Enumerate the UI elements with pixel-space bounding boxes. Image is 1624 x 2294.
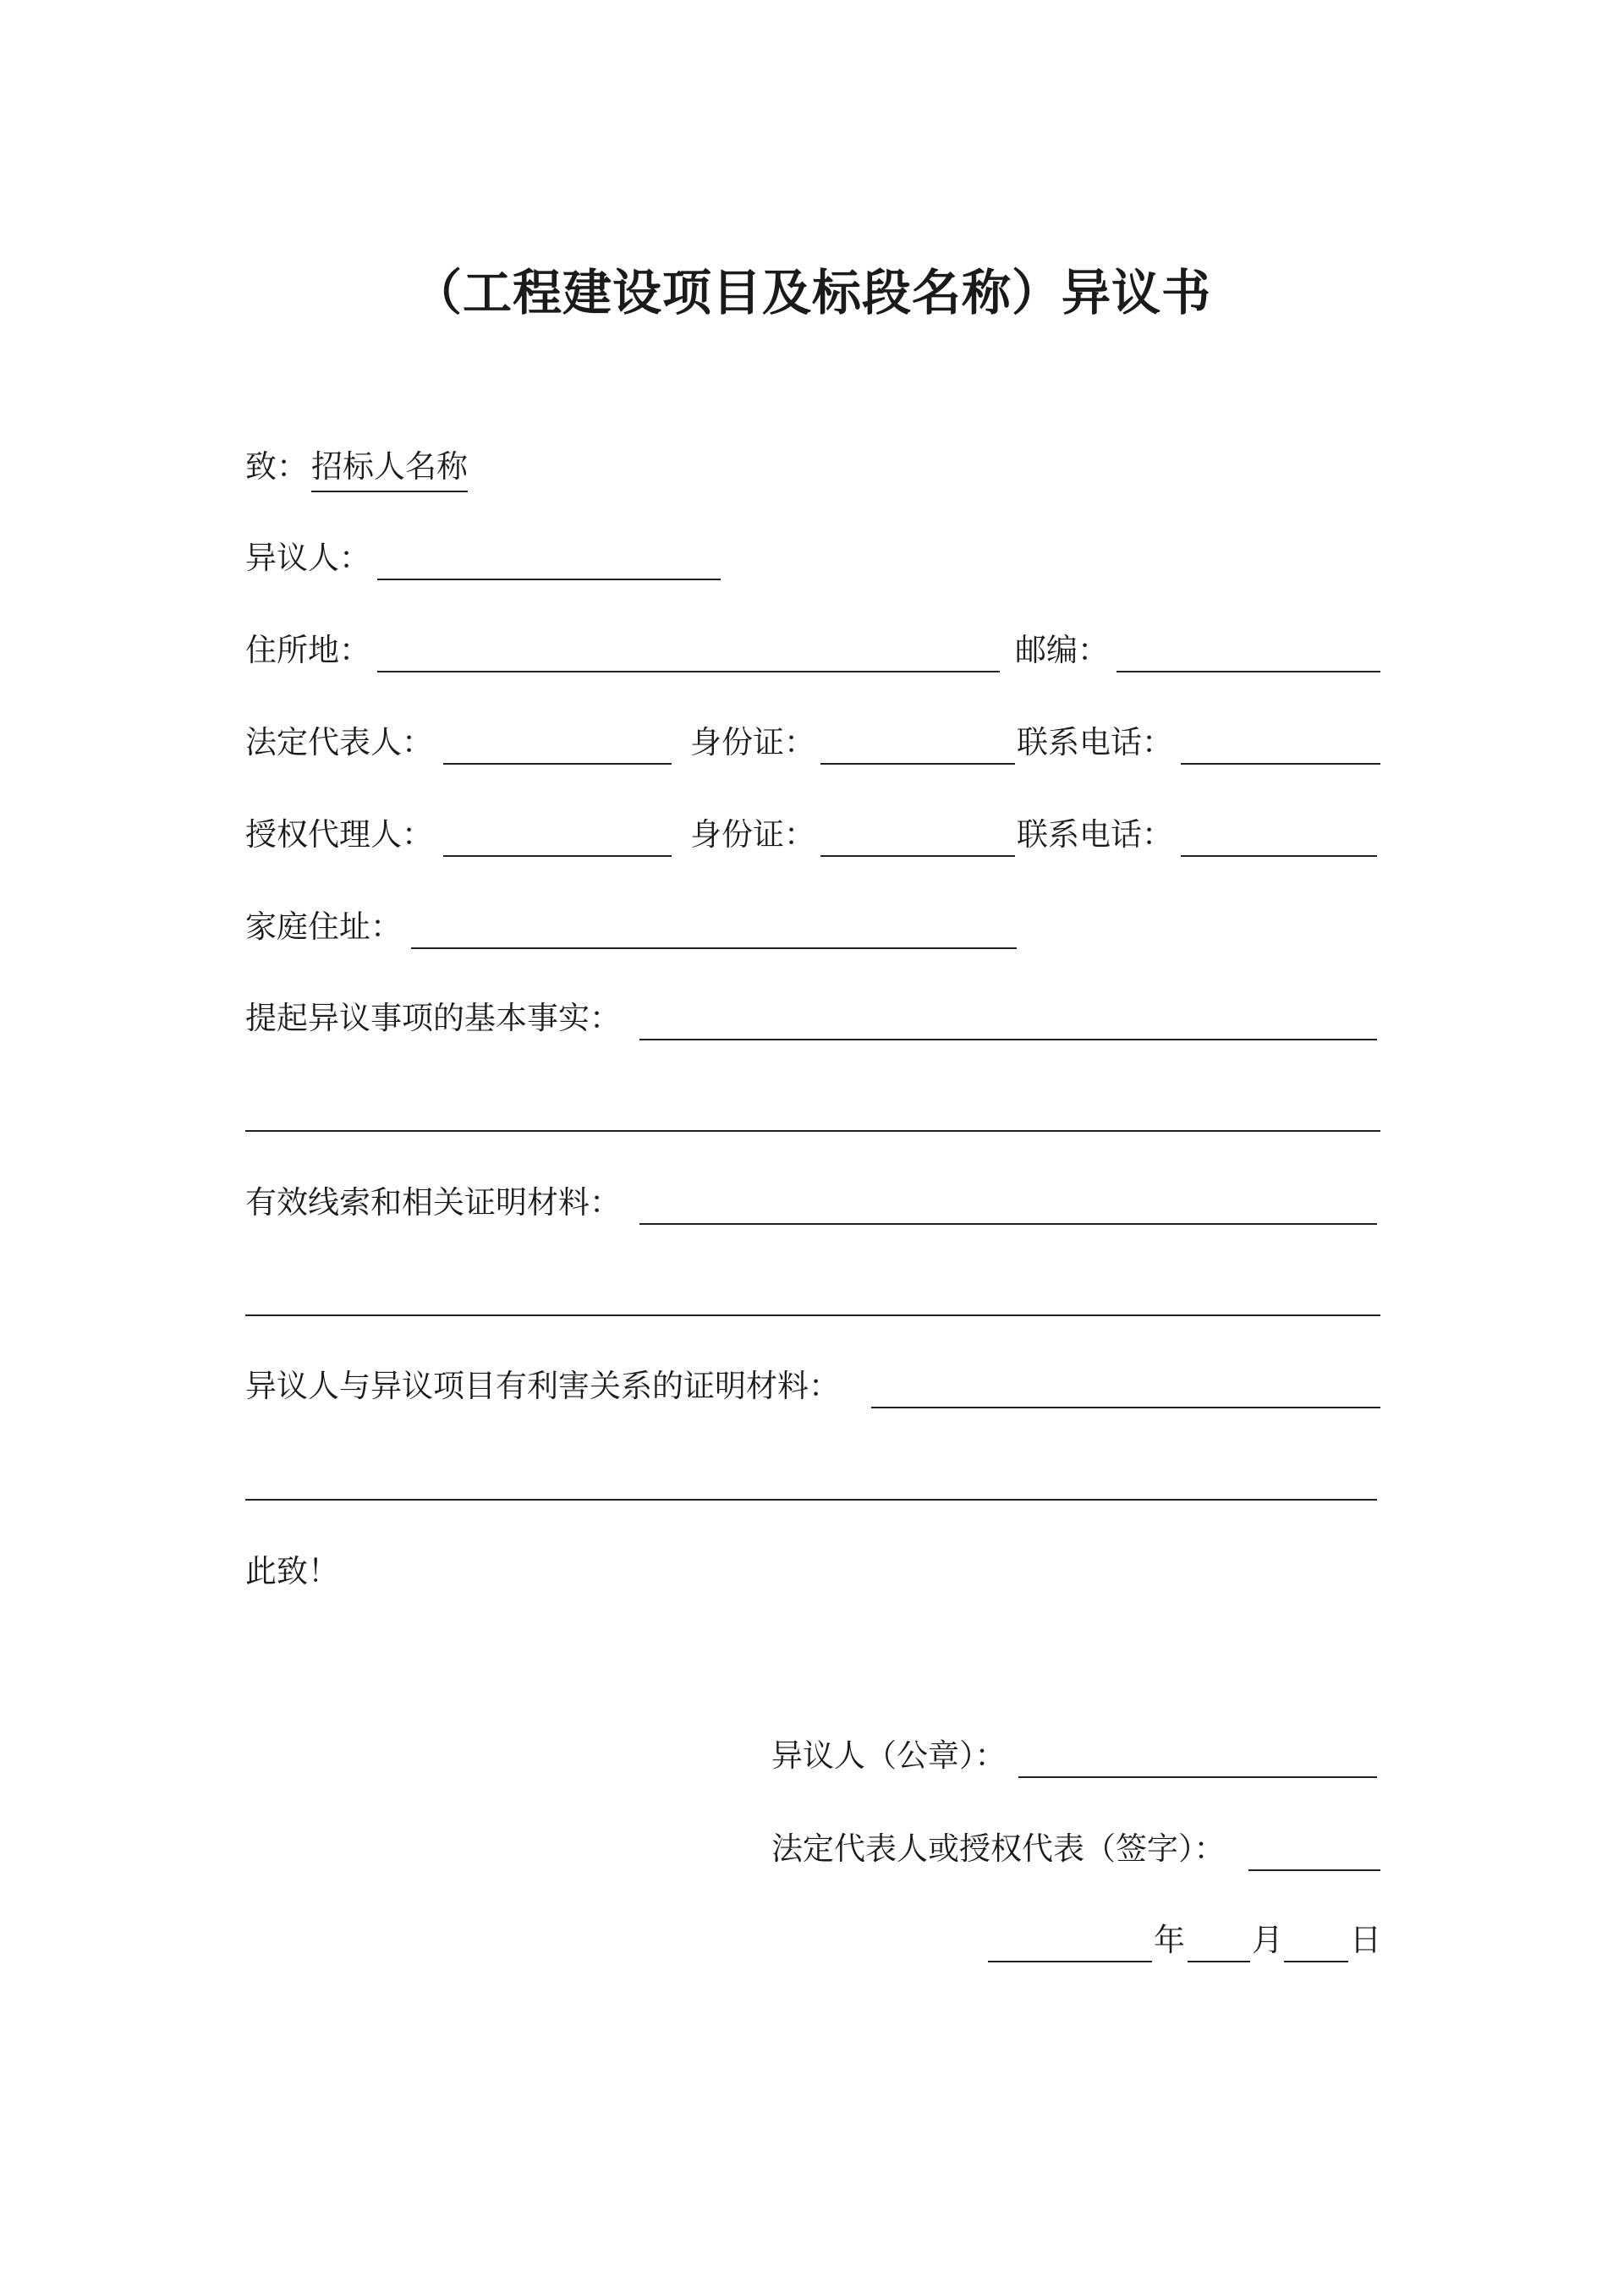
- to-row: [0, 440, 1624, 494]
- day-label: 日: [1350, 1922, 1381, 1958]
- seal-row: [0, 1729, 1624, 1783]
- legal-rep-id-field[interactable]: [820, 763, 1015, 765]
- closing-text: 此致！: [245, 1553, 339, 1589]
- home-address-row: [0, 900, 1624, 954]
- closing-row: [0, 1545, 1624, 1599]
- legal-rep-field[interactable]: [443, 763, 672, 765]
- objector-label: 异议人：: [245, 540, 370, 576]
- page-title: （工程建设项目及标段名称）异议书: [412, 264, 1211, 321]
- basic-facts-row: [0, 991, 1624, 1045]
- signature-field[interactable]: [1248, 1869, 1380, 1871]
- basic-facts-field-line-2[interactable]: [245, 1130, 1380, 1132]
- to-label: 致：: [245, 448, 308, 485]
- basic-facts-label: 提起异议事项的基本事实：: [245, 1000, 621, 1036]
- year-field[interactable]: [988, 1961, 1152, 1962]
- year-label: 年: [1154, 1922, 1185, 1958]
- seal-field[interactable]: [1018, 1776, 1377, 1778]
- interest-proof-label: 异议人与异议项目有利害关系的证明材料：: [245, 1368, 840, 1404]
- interest-proof-field[interactable]: [871, 1407, 1380, 1408]
- month-label: 月: [1252, 1922, 1283, 1958]
- objector-row: [0, 531, 1624, 585]
- month-field[interactable]: [1188, 1961, 1250, 1962]
- evidence-field[interactable]: [639, 1223, 1377, 1225]
- legal-rep-row: [0, 716, 1624, 770]
- postcode-field[interactable]: [1116, 671, 1380, 672]
- agent-row: [0, 808, 1624, 862]
- signature-row: [0, 1822, 1624, 1876]
- date-row: [0, 1913, 1624, 1967]
- agent-phone-field[interactable]: [1181, 855, 1377, 857]
- agent-label: 授权代理人：: [245, 816, 433, 853]
- day-field[interactable]: [1284, 1961, 1348, 1962]
- address-label: 住所地：: [245, 632, 370, 668]
- objector-field[interactable]: [377, 579, 721, 580]
- legal-rep-id-label: 身份证：: [690, 724, 815, 760]
- evidence-row: [0, 1176, 1624, 1230]
- basic-facts-field[interactable]: [639, 1039, 1377, 1040]
- agent-field[interactable]: [443, 855, 672, 857]
- evidence-label: 有效线索和相关证明材料：: [245, 1184, 621, 1221]
- address-field[interactable]: [377, 671, 1000, 672]
- agent-phone-label: 联系电话：: [1017, 816, 1173, 853]
- interest-proof-field-line-2[interactable]: [245, 1499, 1377, 1501]
- postcode-label: 邮编：: [1015, 632, 1109, 668]
- home-address-label: 家庭住址：: [245, 908, 402, 945]
- legal-rep-phone-field[interactable]: [1181, 763, 1380, 765]
- legal-rep-phone-label: 联系电话：: [1017, 724, 1173, 760]
- interest-proof-row: [0, 1359, 1624, 1413]
- agent-id-label: 身份证：: [690, 816, 815, 853]
- signature-label: 法定代表人或授权代表（签字）：: [771, 1830, 1226, 1867]
- tenderer-name[interactable]: 招标人名称: [311, 440, 468, 492]
- agent-id-field[interactable]: [820, 855, 1015, 857]
- legal-rep-label: 法定代表人：: [245, 724, 433, 760]
- address-row: [0, 623, 1624, 678]
- evidence-field-line-2[interactable]: [245, 1314, 1380, 1316]
- home-address-field[interactable]: [411, 947, 1017, 949]
- seal-label: 异议人（公章）：: [771, 1737, 1007, 1774]
